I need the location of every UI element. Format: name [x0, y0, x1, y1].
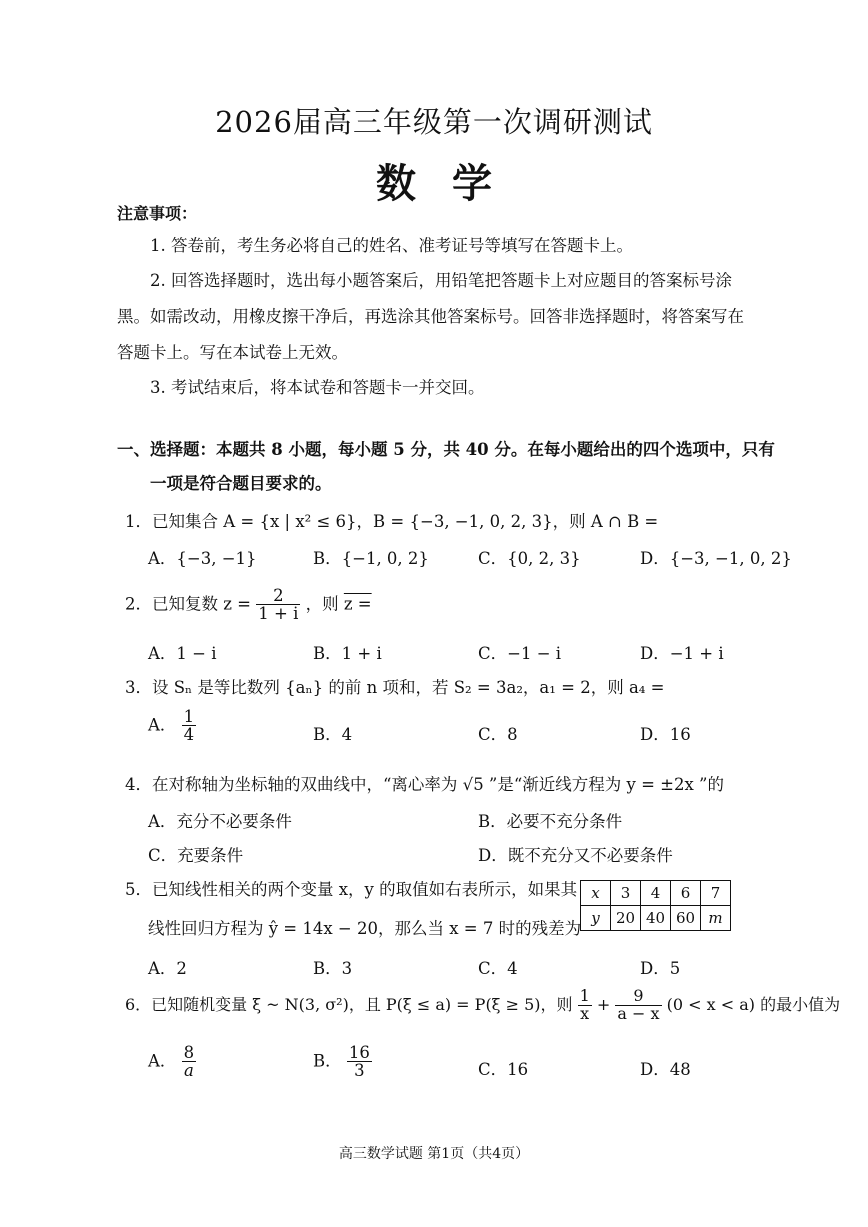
- q6-a-num: 8: [183, 1043, 195, 1062]
- q6-b-den: 3: [354, 1061, 365, 1081]
- table-cell: 40: [641, 906, 671, 931]
- table-cell: y: [581, 906, 611, 931]
- q3-option-d: D．16: [640, 725, 691, 744]
- q6-f2-num: 9: [615, 988, 661, 1006]
- q2-stem-pre: 2．已知复数 z =: [125, 594, 252, 614]
- table-cell: 3: [611, 881, 641, 906]
- q6-option-a: [148, 1044, 196, 1080]
- q3-option-b: B．4: [313, 725, 353, 744]
- q5-option-d: D．5: [640, 959, 681, 978]
- q6-a-den: a: [184, 1061, 194, 1081]
- q6-b-fraction: [347, 1044, 372, 1080]
- q6-a-fraction: [182, 1044, 197, 1080]
- q1-option-d: D．{−3, −1, 0, 2}: [640, 549, 792, 568]
- q2-frac-den: 1 + i: [258, 604, 299, 624]
- q6-fraction-2: [615, 988, 661, 1023]
- note-3: 3. 考试结束后，将本试卷和答题卡一并交回。: [150, 378, 485, 397]
- q3-a-num: 1: [183, 707, 195, 726]
- q5-data-table: [580, 880, 731, 931]
- q5-option-b: B．3: [313, 959, 353, 978]
- table-cell: m: [701, 906, 731, 931]
- section-1-heading-cont: 一项是符合题目要求的。: [150, 474, 332, 493]
- q4-option-a: A．充分不必要条件: [148, 812, 292, 831]
- q1-option-b: B．{−1, 0, 2}: [313, 549, 429, 568]
- q5-option-a: A．2: [148, 959, 187, 978]
- question-1-stem: 1．已知集合 A = {x | x² ≤ 6}，B = {−3, −1, 0, 2, 3}，则 A ∩ B =: [125, 512, 659, 531]
- q5-option-c: C．4: [478, 959, 518, 978]
- table-cell: x: [581, 881, 611, 906]
- q6-plus: +: [596, 994, 611, 1014]
- question-5-stem-line2: 线性回归方程为 ŷ = 14x − 20，那么当 x = 7 时的残差为: [148, 919, 582, 938]
- q6-option-c: C．16: [478, 1060, 529, 1079]
- q2-stem-end: z =: [343, 594, 372, 614]
- q6-stem-post: (0 < x < a) 的最小值为: [666, 994, 841, 1014]
- q4-option-c: C．充要条件: [148, 846, 244, 865]
- exam-title: 2026届高三年级第一次调研测试: [215, 105, 653, 139]
- table-row: [581, 881, 731, 906]
- q3-a-fraction: [182, 708, 197, 744]
- q6-b-num: 16: [348, 1043, 370, 1062]
- subject-title: 数学: [376, 160, 528, 207]
- q2-option-d: D．−1 + i: [640, 644, 724, 663]
- q2-option-c: C．−1 − i: [478, 644, 562, 663]
- table-cell: 6: [671, 881, 701, 906]
- q6-stem-pre: 6．已知随机变量 ξ ~ N(3, σ²)，且 P(ξ ≤ a) = P(ξ ≥ 5)，则: [125, 994, 573, 1014]
- q2-option-b: B．1 + i: [313, 644, 382, 663]
- q2-option-a: A．1 − i: [148, 644, 217, 663]
- q6-f2-den: a − x: [617, 1003, 660, 1023]
- table-cell: 60: [671, 906, 701, 931]
- q3-option-a: [148, 708, 196, 744]
- q1-option-c: C．{0, 2, 3}: [478, 549, 581, 568]
- question-3-stem: 3．设 Sₙ 是等比数列 {aₙ} 的前 n 项和，若 S₂ = 3a₂，a₁ = 2，则 a₄ =: [125, 678, 665, 697]
- table-cell: 7: [701, 881, 731, 906]
- q3-a-label: A．: [148, 715, 177, 735]
- section-1-heading: 一、选择题：本题共 8 小题，每小题 5 分，共 40 分。在每小题给出的四个选项中，只有: [117, 440, 775, 459]
- q6-f1-num: 1: [579, 986, 590, 1005]
- q1-option-a: A．{−3, −1}: [148, 549, 257, 568]
- question-2-stem: [125, 587, 372, 623]
- note-2: 2. 回答选择题时，选出每小题答案后，用铅笔把答题卡上对应题目的答案标号涂黑。如需改动，用橡皮擦干净后，再选涂其他答案标号。回答非选择题时，将答案写在答题卡上。写在本试卷上无效。: [117, 271, 744, 362]
- q6-f1-den: x: [580, 1003, 590, 1023]
- q6-fraction-1: [578, 988, 592, 1023]
- question-4-stem: 4．在对称轴为坐标轴的双曲线中，“离心率为 √5 ”是“渐近线方程为 y = ±2x ”的: [125, 775, 724, 794]
- page-footer: 高三数学试题 第1页（共4页）: [338, 1146, 530, 1162]
- q2-fraction: [256, 587, 300, 623]
- table-row: [581, 906, 731, 931]
- q3-a-den: 4: [183, 725, 195, 745]
- table-cell: 20: [611, 906, 641, 931]
- q4-option-d: D．既不充分又不必要条件: [478, 846, 673, 865]
- q6-b-label: B．: [313, 1051, 342, 1071]
- q6-option-d: D．48: [640, 1060, 691, 1079]
- table-cell: 4: [641, 881, 671, 906]
- q6-a-label: A．: [148, 1051, 177, 1071]
- q4-option-b: B．必要不充分条件: [478, 812, 623, 831]
- question-5-stem-line1: 5．已知线性相关的两个变量 x，y 的取值如右表所示，如果其: [125, 880, 578, 899]
- q3-option-c: C．8: [478, 725, 518, 744]
- note-1: 1. 答卷前，考生务必将自己的姓名、准考证号等填写在答题卡上。: [150, 236, 633, 255]
- notes-heading: 注意事项：: [117, 204, 198, 223]
- q2-stem-post: ，则: [305, 594, 339, 614]
- q6-option-b: [313, 1044, 372, 1080]
- question-6-stem: [125, 988, 840, 1023]
- q2-frac-num: 2: [256, 587, 300, 605]
